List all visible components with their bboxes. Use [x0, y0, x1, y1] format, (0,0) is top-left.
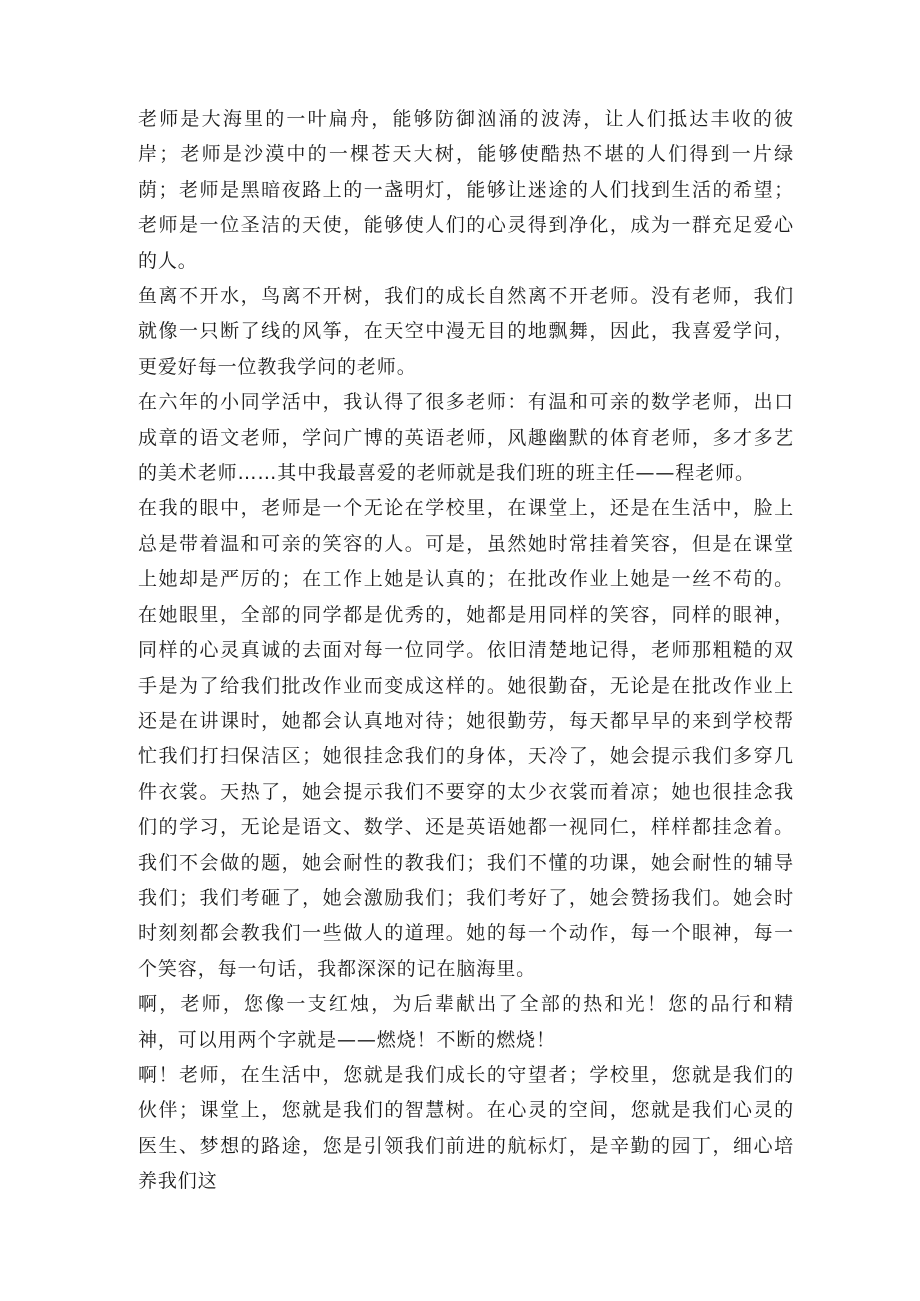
paragraph-guardian: 啊！老师，在生活中，您就是我们成长的守望者；学校里，您就是我们的伙伴；课堂上，您就是我们的智慧树。在心灵的空间，您就是我们心灵的医生、梦想的路途，您是引领我们前进的航标灯，是辛勤的园丁，细心培养我们这: [138, 1063, 794, 1193]
paragraph-teachers-list: 在六年的小同学活中，我认得了很多老师：有温和可亲的数学老师，出口成章的语文老师，学问广博的英语老师，风趣幽默的体育老师，多才多艺的美术老师……其中我最喜爱的老师就是我们班的班主任——程老师。: [138, 391, 794, 485]
paragraph-growth: 鱼离不开水，鸟离不开树，我们的成长自然离不开老师。没有老师，我们就像一只断了线的风筝，在天空中漫无目的地飘舞，因此，我喜爱学问，更爱好每一位教我学问的老师。: [138, 285, 794, 378]
paragraph-metaphors: 老师是大海里的一叶扁舟，能够防御汹涌的波涛，让人们抵达丰收的彼岸；老师是沙漠中的一棵苍天大树，能够使酷热不堪的人们得到一片绿荫；老师是黑暗夜路上的一盏明灯，能够让迷途的人们找到生活的希望；老师是一位圣洁的天使，能够使人们的心灵得到净化，成为一群充足爱心的人。: [138, 108, 794, 272]
paragraph-red-candle: 啊，老师，您像一支红烛，为后辈献出了全部的热和光！您的品行和精神，可以用两个字就是——燃烧！不断的燃烧！: [138, 993, 794, 1051]
paragraph-teacher-cheng: 在我的眼中，老师是一个无论在学校里，在课堂上，还是在生活中，脸上总是带着温和可亲的笑容的人。可是，虽然她时常挂着笑容，但是在课堂上她却是严厉的；在工作上她是认真的；在批改作业上她是一丝不苟的。在她眼里，全部的同学都是优秀的，她都是用同样的笑容，同样的眼神，同样的心灵真诚的去面对每一位同学。依旧清楚地记得，老师那粗糙的双手是为了给我们批改作业而变成这样的。她很勤奋，无论是在批改作业上还是在讲课时，她都会认真地对待；她很勤劳，每天都早早的来到学校帮忙我们打扫保洁区；她很挂念我们的身体，天冷了，她会提示我们多穿几件衣裳。天热了，她会提示我们不要穿的太少衣裳而着凉；她也很挂念我们的学习，无论是语文、数学、还是英语她都一视同仁，样样都挂念着。我们不会做的题，她会耐性的教我们；我们不懂的功课，她会耐性的辅导我们；我们考砸了，她会激励我们；我们考好了，她会赞扬我们。她会时时刻刻都会教我们一些做人的道理。她的每一个动作，每一个眼神，每一个笑容，每一句话，我都深深的记在脑海里。: [138, 497, 794, 980]
article-body: [138, 102, 794, 1200]
